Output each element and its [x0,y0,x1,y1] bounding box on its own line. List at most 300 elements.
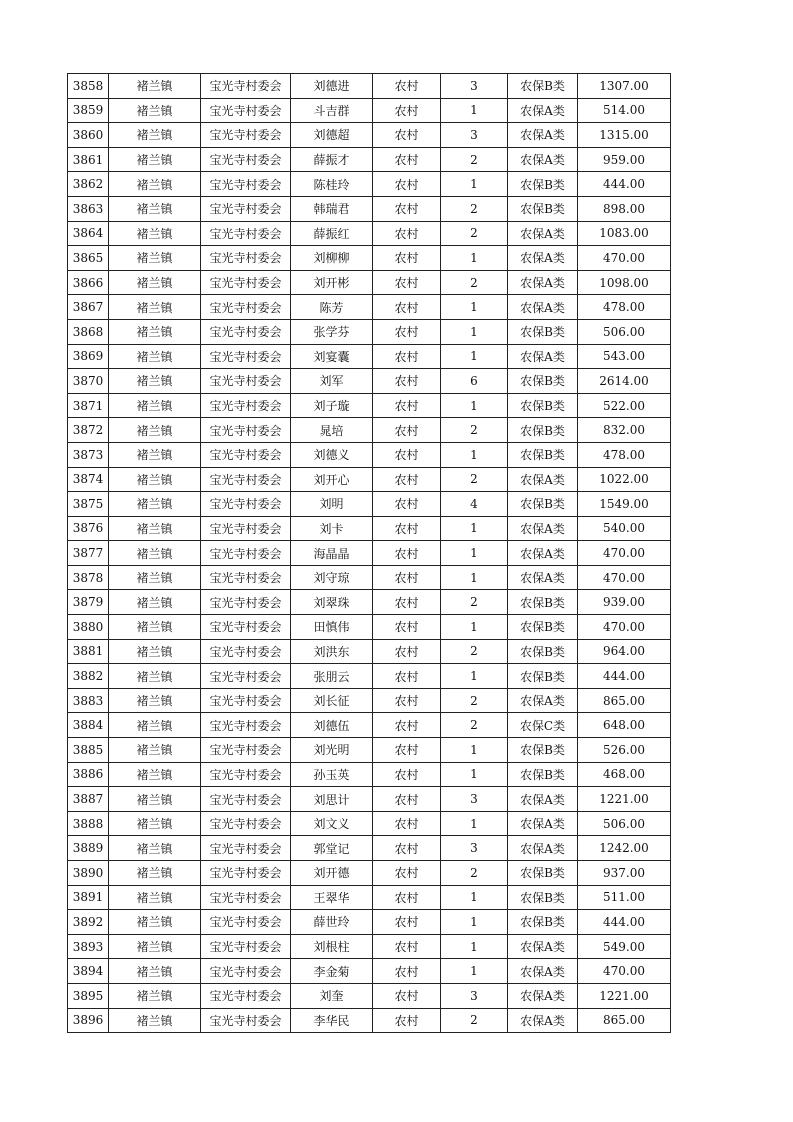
household-count-cell: 1 [441,344,508,369]
table-row [68,983,671,1008]
table-row [68,959,671,984]
town-cell: 褚兰镇 [109,344,201,369]
village-committee-cell: 宝光寺村委会 [201,418,291,443]
row-id-cell: 3865 [68,246,109,271]
insurance-class-cell: 农保A类 [508,467,578,492]
person-name-cell: 刘开德 [291,861,373,886]
town-cell: 褚兰镇 [109,590,201,615]
row-id-cell: 3889 [68,836,109,861]
village-committee-cell: 宝光寺村委会 [201,516,291,541]
town-cell: 褚兰镇 [109,467,201,492]
area-type-cell: 农村 [373,221,441,246]
person-name-cell: 刘开彬 [291,270,373,295]
town-cell: 褚兰镇 [109,762,201,787]
row-id-cell: 3864 [68,221,109,246]
household-count-cell: 6 [441,369,508,394]
insurance-class-cell: 农保A类 [508,147,578,172]
table-row [68,639,671,664]
household-count-cell: 1 [441,319,508,344]
amount-cell: 832.00 [578,418,671,443]
person-name-cell: 刘德义 [291,442,373,467]
person-name-cell: 刘开心 [291,467,373,492]
village-committee-cell: 宝光寺村委会 [201,959,291,984]
town-cell: 褚兰镇 [109,959,201,984]
data-table [67,73,671,1033]
row-id-cell: 3885 [68,738,109,763]
table-row [68,713,671,738]
household-count-cell: 3 [441,836,508,861]
amount-cell: 1242.00 [578,836,671,861]
town-cell: 褚兰镇 [109,541,201,566]
amount-cell: 1221.00 [578,787,671,812]
town-cell: 褚兰镇 [109,295,201,320]
insurance-class-cell: 农保A类 [508,98,578,123]
person-name-cell: 郭堂记 [291,836,373,861]
village-committee-cell: 宝光寺村委会 [201,885,291,910]
row-id-cell: 3895 [68,983,109,1008]
household-count-cell: 1 [441,393,508,418]
area-type-cell: 农村 [373,664,441,689]
area-type-cell: 农村 [373,123,441,148]
table-row [68,393,671,418]
village-committee-cell: 宝光寺村委会 [201,246,291,271]
insurance-class-cell: 农保A类 [508,959,578,984]
household-count-cell: 1 [441,615,508,640]
area-type-cell: 农村 [373,418,441,443]
area-type-cell: 农村 [373,590,441,615]
village-committee-cell: 宝光寺村委会 [201,762,291,787]
town-cell: 褚兰镇 [109,98,201,123]
insurance-class-cell: 农保A类 [508,811,578,836]
household-count-cell: 1 [441,664,508,689]
table-row [68,811,671,836]
town-cell: 褚兰镇 [109,369,201,394]
area-type-cell: 农村 [373,615,441,640]
village-committee-cell: 宝光寺村委会 [201,295,291,320]
household-count-cell: 3 [441,787,508,812]
table-row [68,615,671,640]
area-type-cell: 农村 [373,516,441,541]
table-row [68,246,671,271]
village-committee-cell: 宝光寺村委会 [201,910,291,935]
household-count-cell: 2 [441,418,508,443]
amount-cell: 478.00 [578,295,671,320]
household-count-cell: 2 [441,861,508,886]
town-cell: 褚兰镇 [109,787,201,812]
table-row [68,565,671,590]
insurance-class-cell: 农保B类 [508,910,578,935]
area-type-cell: 农村 [373,98,441,123]
insurance-class-cell: 农保B类 [508,196,578,221]
amount-cell: 470.00 [578,565,671,590]
area-type-cell: 农村 [373,885,441,910]
row-id-cell: 3891 [68,885,109,910]
area-type-cell: 农村 [373,713,441,738]
area-type-cell: 农村 [373,688,441,713]
area-type-cell: 农村 [373,1008,441,1033]
amount-cell: 1307.00 [578,74,671,99]
area-type-cell: 农村 [373,319,441,344]
amount-cell: 1221.00 [578,983,671,1008]
table-row [68,492,671,517]
person-name-cell: 陈桂玲 [291,172,373,197]
village-committee-cell: 宝光寺村委会 [201,74,291,99]
person-name-cell: 刘思计 [291,787,373,812]
village-committee-cell: 宝光寺村委会 [201,467,291,492]
household-count-cell: 1 [441,738,508,763]
household-count-cell: 2 [441,467,508,492]
village-committee-cell: 宝光寺村委会 [201,615,291,640]
household-count-cell: 1 [441,295,508,320]
row-id-cell: 3883 [68,688,109,713]
table-row [68,319,671,344]
area-type-cell: 农村 [373,565,441,590]
amount-cell: 444.00 [578,664,671,689]
row-id-cell: 3888 [68,811,109,836]
area-type-cell: 农村 [373,393,441,418]
area-type-cell: 农村 [373,442,441,467]
row-id-cell: 3884 [68,713,109,738]
town-cell: 褚兰镇 [109,738,201,763]
insurance-class-cell: 农保B类 [508,615,578,640]
area-type-cell: 农村 [373,639,441,664]
amount-cell: 506.00 [578,319,671,344]
person-name-cell: 海晶晶 [291,541,373,566]
amount-cell: 937.00 [578,861,671,886]
area-type-cell: 农村 [373,861,441,886]
household-count-cell: 2 [441,147,508,172]
village-committee-cell: 宝光寺村委会 [201,147,291,172]
area-type-cell: 农村 [373,910,441,935]
amount-cell: 1098.00 [578,270,671,295]
table-row [68,467,671,492]
village-committee-cell: 宝光寺村委会 [201,738,291,763]
insurance-class-cell: 农保A类 [508,836,578,861]
person-name-cell: 张学芬 [291,319,373,344]
village-committee-cell: 宝光寺村委会 [201,565,291,590]
village-committee-cell: 宝光寺村委会 [201,1008,291,1033]
amount-cell: 865.00 [578,1008,671,1033]
person-name-cell: 陈芳 [291,295,373,320]
table-row [68,344,671,369]
person-name-cell: 刘洪东 [291,639,373,664]
area-type-cell: 农村 [373,467,441,492]
town-cell: 褚兰镇 [109,811,201,836]
town-cell: 褚兰镇 [109,910,201,935]
amount-cell: 470.00 [578,246,671,271]
household-count-cell: 3 [441,123,508,148]
town-cell: 褚兰镇 [109,516,201,541]
household-count-cell: 1 [441,934,508,959]
village-committee-cell: 宝光寺村委会 [201,196,291,221]
village-committee-cell: 宝光寺村委会 [201,492,291,517]
amount-cell: 865.00 [578,688,671,713]
village-committee-cell: 宝光寺村委会 [201,639,291,664]
insurance-class-cell: 农保B类 [508,861,578,886]
village-committee-cell: 宝光寺村委会 [201,787,291,812]
town-cell: 褚兰镇 [109,442,201,467]
insurance-class-cell: 农保A类 [508,344,578,369]
table-row [68,172,671,197]
household-count-cell: 1 [441,565,508,590]
row-id-cell: 3871 [68,393,109,418]
amount-cell: 478.00 [578,442,671,467]
person-name-cell: 刘文义 [291,811,373,836]
household-count-cell: 1 [441,762,508,787]
village-committee-cell: 宝光寺村委会 [201,442,291,467]
table-row [68,910,671,935]
row-id-cell: 3886 [68,762,109,787]
town-cell: 褚兰镇 [109,319,201,344]
person-name-cell: 薛振才 [291,147,373,172]
area-type-cell: 农村 [373,983,441,1008]
town-cell: 褚兰镇 [109,418,201,443]
table-row [68,123,671,148]
area-type-cell: 农村 [373,959,441,984]
household-count-cell: 2 [441,688,508,713]
row-id-cell: 3868 [68,319,109,344]
table-row [68,590,671,615]
table-row [68,688,671,713]
area-type-cell: 农村 [373,836,441,861]
row-id-cell: 3879 [68,590,109,615]
table-row [68,738,671,763]
amount-cell: 1022.00 [578,467,671,492]
insurance-class-cell: 农保A类 [508,516,578,541]
person-name-cell: 刘奎 [291,983,373,1008]
village-committee-cell: 宝光寺村委会 [201,590,291,615]
household-count-cell: 2 [441,196,508,221]
insurance-class-cell: 农保A类 [508,787,578,812]
area-type-cell: 农村 [373,787,441,812]
insurance-class-cell: 农保B类 [508,418,578,443]
row-id-cell: 3893 [68,934,109,959]
town-cell: 褚兰镇 [109,270,201,295]
row-id-cell: 3863 [68,196,109,221]
household-count-cell: 1 [441,98,508,123]
insurance-class-cell: 农保B类 [508,639,578,664]
village-committee-cell: 宝光寺村委会 [201,319,291,344]
town-cell: 褚兰镇 [109,713,201,738]
village-committee-cell: 宝光寺村委会 [201,369,291,394]
table-row [68,74,671,99]
household-count-cell: 1 [441,885,508,910]
person-name-cell: 刘根柱 [291,934,373,959]
town-cell: 褚兰镇 [109,639,201,664]
household-count-cell: 3 [441,74,508,99]
person-name-cell: 韩瑞君 [291,196,373,221]
household-count-cell: 1 [441,516,508,541]
row-id-cell: 3876 [68,516,109,541]
amount-cell: 511.00 [578,885,671,910]
table-row [68,369,671,394]
person-name-cell: 刘宴囊 [291,344,373,369]
row-id-cell: 3877 [68,541,109,566]
insurance-class-cell: 农保B类 [508,885,578,910]
village-committee-cell: 宝光寺村委会 [201,861,291,886]
table-row [68,1008,671,1033]
person-name-cell: 刘子璇 [291,393,373,418]
household-count-cell: 2 [441,270,508,295]
amount-cell: 939.00 [578,590,671,615]
person-name-cell: 孙玉英 [291,762,373,787]
village-committee-cell: 宝光寺村委会 [201,811,291,836]
insurance-class-cell: 农保B类 [508,393,578,418]
table-row [68,516,671,541]
town-cell: 褚兰镇 [109,1008,201,1033]
insurance-class-cell: 农保B类 [508,738,578,763]
household-count-cell: 1 [441,246,508,271]
household-count-cell: 1 [441,811,508,836]
person-name-cell: 薛振红 [291,221,373,246]
row-id-cell: 3872 [68,418,109,443]
town-cell: 褚兰镇 [109,246,201,271]
village-committee-cell: 宝光寺村委会 [201,688,291,713]
village-committee-cell: 宝光寺村委会 [201,983,291,1008]
town-cell: 褚兰镇 [109,615,201,640]
row-id-cell: 3867 [68,295,109,320]
household-count-cell: 1 [441,172,508,197]
town-cell: 褚兰镇 [109,74,201,99]
amount-cell: 468.00 [578,762,671,787]
amount-cell: 2614.00 [578,369,671,394]
amount-cell: 543.00 [578,344,671,369]
household-count-cell: 2 [441,1008,508,1033]
household-count-cell: 4 [441,492,508,517]
village-committee-cell: 宝光寺村委会 [201,934,291,959]
table-row [68,836,671,861]
insurance-class-cell: 农保B类 [508,74,578,99]
town-cell: 褚兰镇 [109,885,201,910]
amount-cell: 526.00 [578,738,671,763]
table-row [68,418,671,443]
person-name-cell: 刘军 [291,369,373,394]
town-cell: 褚兰镇 [109,147,201,172]
town-cell: 褚兰镇 [109,688,201,713]
amount-cell: 470.00 [578,541,671,566]
table-row [68,861,671,886]
row-id-cell: 3890 [68,861,109,886]
row-id-cell: 3869 [68,344,109,369]
person-name-cell: 李金菊 [291,959,373,984]
insurance-class-cell: 农保A类 [508,246,578,271]
person-name-cell: 刘德超 [291,123,373,148]
village-committee-cell: 宝光寺村委会 [201,344,291,369]
insurance-class-cell: 农保B类 [508,664,578,689]
insurance-class-cell: 农保A类 [508,565,578,590]
area-type-cell: 农村 [373,270,441,295]
row-id-cell: 3859 [68,98,109,123]
household-count-cell: 2 [441,639,508,664]
row-id-cell: 3894 [68,959,109,984]
row-id-cell: 3873 [68,442,109,467]
row-id-cell: 3860 [68,123,109,148]
person-name-cell: 李华民 [291,1008,373,1033]
amount-cell: 506.00 [578,811,671,836]
area-type-cell: 农村 [373,934,441,959]
row-id-cell: 3880 [68,615,109,640]
town-cell: 褚兰镇 [109,861,201,886]
person-name-cell: 刘柳柳 [291,246,373,271]
area-type-cell: 农村 [373,492,441,517]
person-name-cell: 晁培 [291,418,373,443]
table-row [68,541,671,566]
insurance-class-cell: 农保A类 [508,688,578,713]
amount-cell: 1083.00 [578,221,671,246]
town-cell: 褚兰镇 [109,934,201,959]
person-name-cell: 田慎伟 [291,615,373,640]
row-id-cell: 3861 [68,147,109,172]
area-type-cell: 农村 [373,147,441,172]
amount-cell: 1315.00 [578,123,671,148]
amount-cell: 964.00 [578,639,671,664]
insurance-class-cell: 农保A类 [508,123,578,148]
insurance-class-cell: 农保A类 [508,221,578,246]
insurance-class-cell: 农保B类 [508,369,578,394]
amount-cell: 540.00 [578,516,671,541]
town-cell: 褚兰镇 [109,393,201,418]
table-row [68,934,671,959]
town-cell: 褚兰镇 [109,123,201,148]
household-count-cell: 2 [441,713,508,738]
table-row [68,295,671,320]
amount-cell: 470.00 [578,615,671,640]
insurance-class-cell: 农保A类 [508,934,578,959]
amount-cell: 444.00 [578,910,671,935]
table-row [68,270,671,295]
person-name-cell: 斗吉群 [291,98,373,123]
insurance-class-cell: 农保A类 [508,270,578,295]
area-type-cell: 农村 [373,811,441,836]
village-committee-cell: 宝光寺村委会 [201,393,291,418]
amount-cell: 470.00 [578,959,671,984]
insurance-class-cell: 农保B类 [508,590,578,615]
row-id-cell: 3882 [68,664,109,689]
village-committee-cell: 宝光寺村委会 [201,541,291,566]
area-type-cell: 农村 [373,738,441,763]
village-committee-cell: 宝光寺村委会 [201,270,291,295]
row-id-cell: 3870 [68,369,109,394]
town-cell: 褚兰镇 [109,565,201,590]
person-name-cell: 刘光明 [291,738,373,763]
town-cell: 褚兰镇 [109,492,201,517]
row-id-cell: 3881 [68,639,109,664]
area-type-cell: 农村 [373,172,441,197]
insurance-class-cell: 农保B类 [508,492,578,517]
village-committee-cell: 宝光寺村委会 [201,221,291,246]
village-committee-cell: 宝光寺村委会 [201,664,291,689]
area-type-cell: 农村 [373,541,441,566]
row-id-cell: 3896 [68,1008,109,1033]
town-cell: 褚兰镇 [109,983,201,1008]
household-count-cell: 2 [441,221,508,246]
row-id-cell: 3862 [68,172,109,197]
person-name-cell: 刘卡 [291,516,373,541]
village-committee-cell: 宝光寺村委会 [201,98,291,123]
table-row [68,221,671,246]
person-name-cell: 张朋云 [291,664,373,689]
row-id-cell: 3875 [68,492,109,517]
insurance-class-cell: 农保B类 [508,172,578,197]
amount-cell: 549.00 [578,934,671,959]
village-committee-cell: 宝光寺村委会 [201,123,291,148]
area-type-cell: 农村 [373,246,441,271]
household-count-cell: 3 [441,983,508,1008]
row-id-cell: 3858 [68,74,109,99]
amount-cell: 648.00 [578,713,671,738]
household-count-cell: 2 [441,590,508,615]
village-committee-cell: 宝光寺村委会 [201,713,291,738]
